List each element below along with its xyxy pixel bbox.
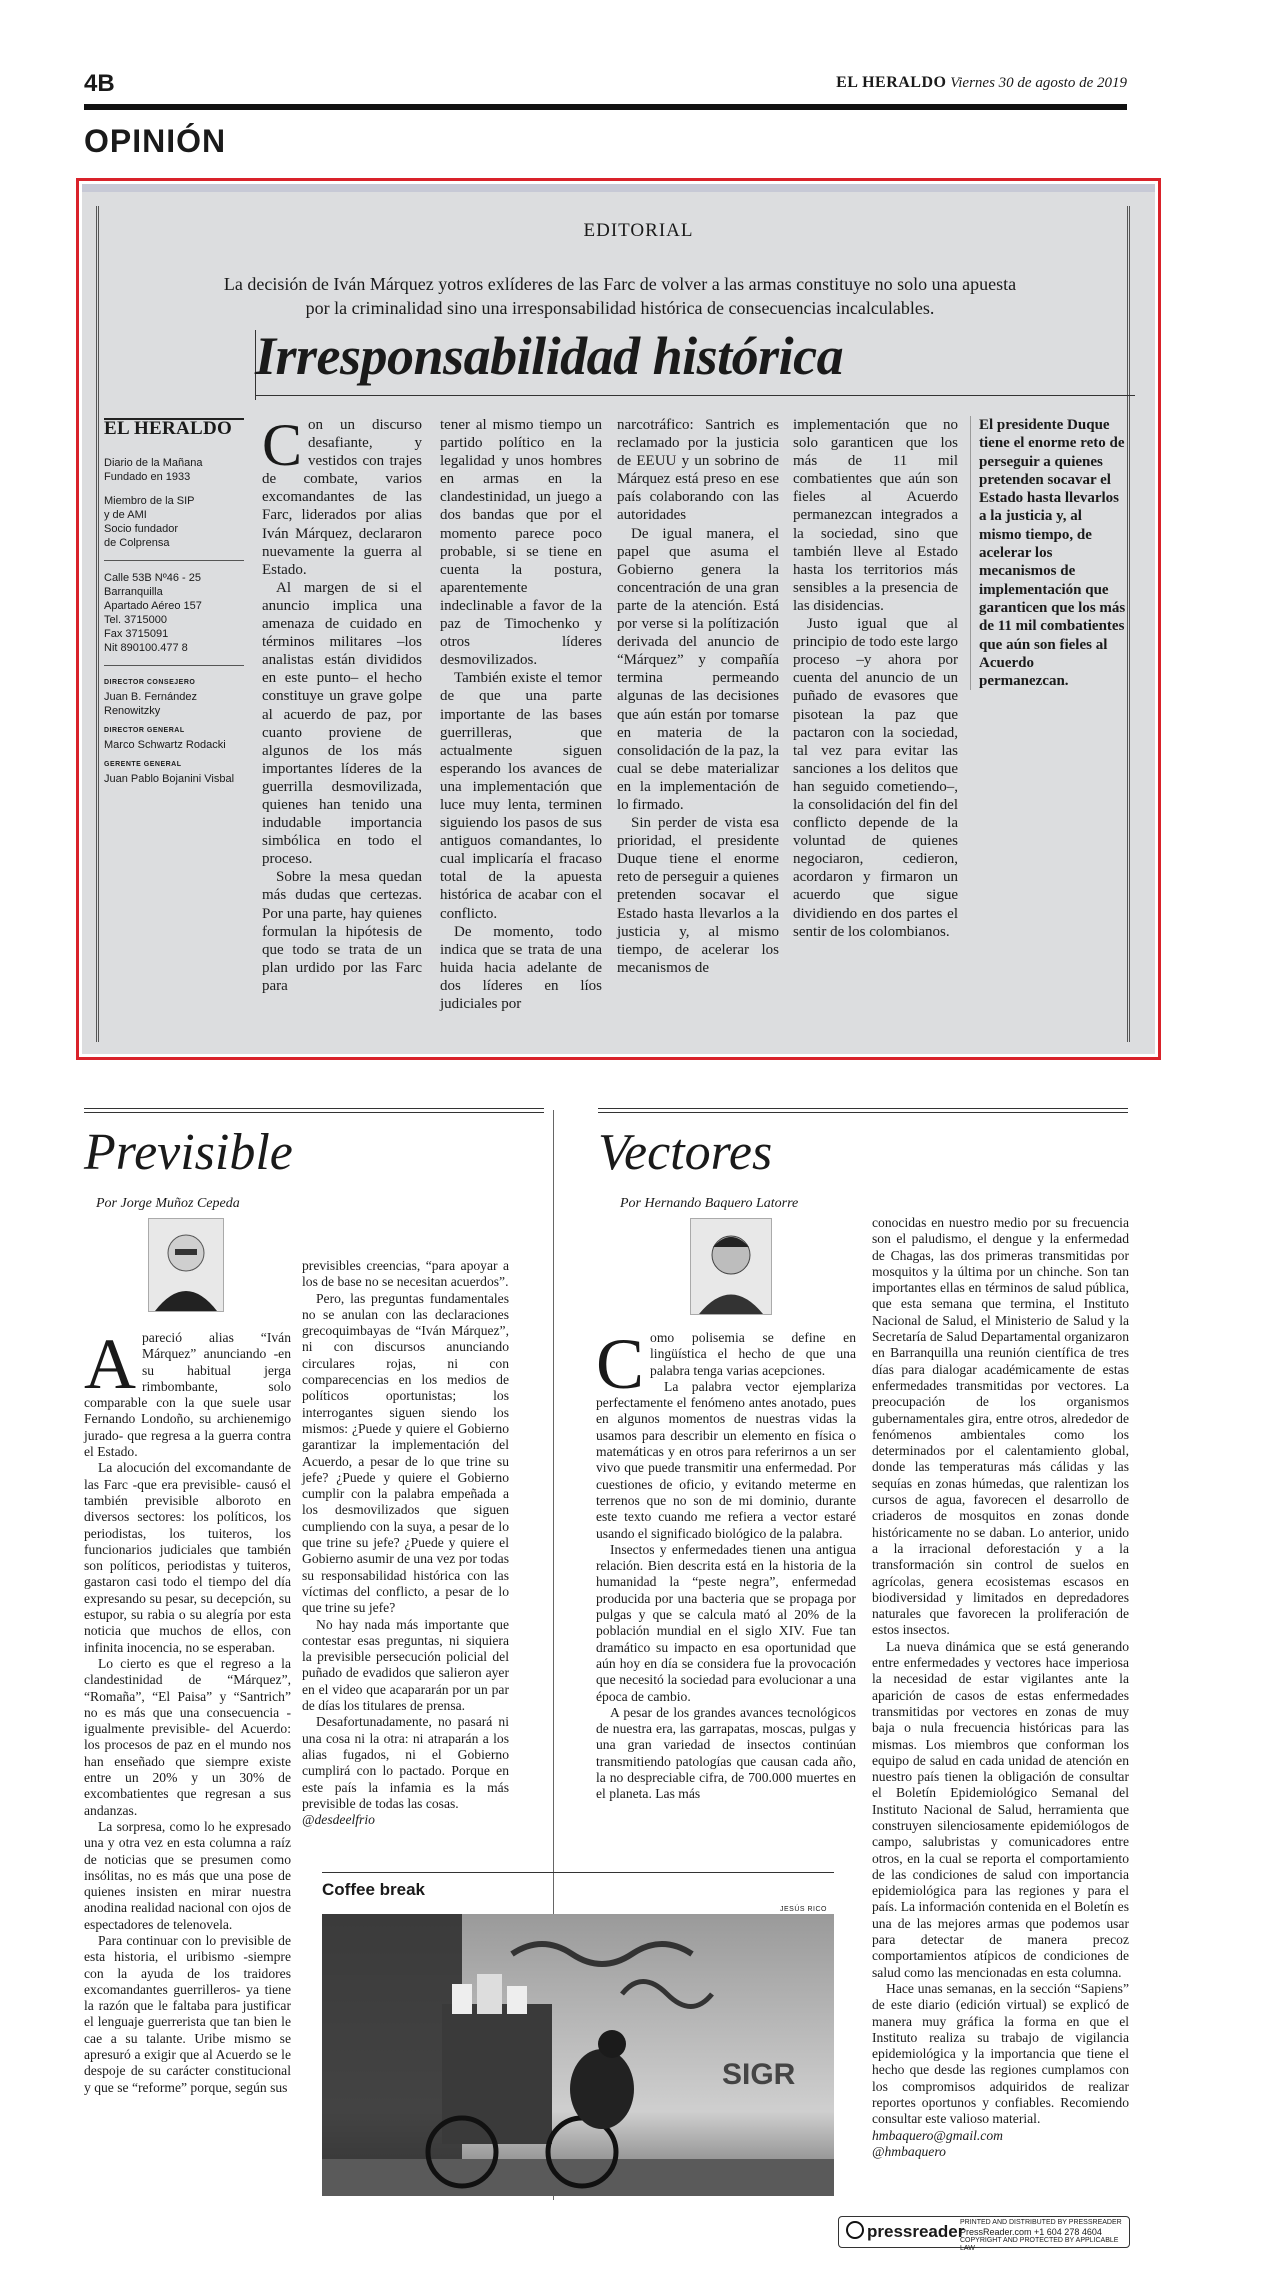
street-vendor-photo-icon <box>322 1914 834 2196</box>
el-heraldo-logo: EL HERALDO <box>104 418 244 436</box>
editorial-credits <box>104 418 244 786</box>
pressreader-line: PRINTED AND DISTRIBUTED BY PRESSREADER <box>960 2219 1122 2226</box>
credit-line: Fundado en 1933 <box>104 471 191 483</box>
paragraph: narcotráfico: Santrich es reclamado por la justicia de EEUU y un sobrino de Márquez está preso en ese país colaborando con las autoridades <box>617 417 779 524</box>
credit-line: Diario de la Mañana <box>104 457 203 469</box>
paragraph: Sin perder de vista esa prioridad, el presidente Duque tiene el enorme reto de perseguir a quienes pretenden socavar el Estado hasta llevarlos a la justicia y, al mismo tiempo, de acelerar los mecanismos de <box>617 815 779 976</box>
paragraph: De igual manera, el papel que asuma el Gobierno genera la concentración de una gran parte de la atención. Está por verse si la polítización derivada del anuncio de “Márquez” y compañía termina permeando algunas de las decisiones que aún están por tomarse en materia de la consolidación de la paz, la cual se debe materializar en la implementación de lo firmado. <box>617 525 779 813</box>
coffee-break-photo <box>322 1914 834 2196</box>
staff-name: Juan B. Fernández Renowitzky <box>104 691 197 717</box>
column-title-vectores: Vectores <box>598 1124 773 1181</box>
paragraph: Sobre la mesa quedan más dudas que certezas. Por una parte, hay quienes formulan la hipótesis de que todo se trata de un plan urdido por las Farc para <box>262 869 422 994</box>
paragraph: Desafortunadamente, no pasará ni una cosa ni la otra: ni atraparán a los alias fugados, ni el Gobierno cumplirá con lo pactado. Porque en este país la infamia es la más previsible de todas las cosas. <box>302 1714 509 1811</box>
address-line: Barranquilla <box>104 586 163 598</box>
paragraph: Lo cierto es que el regreso a la clandestinidad de “Márquez”, “Romaña”, “El Paisa” y “Santrich” no es más que una consecuencia -igualmente previsible- del Acuerdo: los procesos de paz en el mundo nos han enseñado que siempre existe entre un 20% y un 30% de excombatientes que regresan a sus andanzas. <box>84 1655 291 1818</box>
paragraph: conocidas en nuestro medio por su frecuencia son el paludismo, el dengue y la enfermedad de Chagas, las dos primeras transmitidas por mosquitos y la última por un chinche. Son tan importantes ellas en términos de salud pública, que esta semana que termina, el Instituto Nacional de Salud, el Ministerio de Salud y la Secretaría de Salud Departamental organizaron en Barranquilla una reunión científica de tres días para dialogar académicamente de estas enfermedades transmitidas por vectores. La preocupación de los organismos gubernamentales gira, entre otros, alrededor de fenómenos ambientales como los determinados por el calentamiento global, donde las temperaturas más cálidas y las sequías en zonas húmedas, que ralentizan los cursos de agua, favorecen el desarrollo de criaderos de mosquitos en zonas donde históricamente no se daban. Lo anterior, unido a la irracional deforestación y a la transformación sin control de suelos en agrícolas, genera ecosistemas escasos en biodiversidad y limitados en depredadores naturales que favorecen la proliferación de estos insectos. <box>872 1215 1129 1638</box>
paragraph: A pesar de los grandes avances tecnológicos de nuestra era, las garrapatas, moscas, pulgas y una gran variedad de insectos continúan transmitiendo patologías que causan cada año, la no despreciable cifra, de 700.000 muertes en el planeta. Las más <box>596 1704 856 1802</box>
paragraph: Hace unas semanas, en la sección “Sapiens” de este diario (edición virtual) se explicó de manera muy gráfica la forma en que el Instituto realiza su trabajo de vigilancia epidemiológica y la importancia que tiene el hecho que desde las regiones cumplamos con los compromisos adquiridos de realizar reportes oportunos y confiables. Recomiendo consultar este valioso material. <box>872 1980 1129 2127</box>
coffee-break-label: Coffee break <box>322 1880 425 1899</box>
paragraph: La alocución del excomandante de las Farc -que era previsible- causó el también previsible alboroto en diversos sectores: los políticos, los periodistas, los tuiteros, los funcionarios judiciales que también son políticos, periodistas y tuiteros, gastaron casi todo el tiempo del día expresando su pesar, su decepción, su estupor, su rabia o su alegría por esta noticia que muchos de ellos, con infinita inocencia, no se esperaban. <box>84 1460 291 1655</box>
paragraph: implementación que no solo garanticen que los más de 11 mil combatientes que aún son fieles al Acuerdo permanezcan integrados a la sociedad, sino que también lleve al Estado hasta los territorios más sensibles a la presencia de las disidencias. <box>793 417 958 614</box>
author-email[interactable]: hmbaquero@gmail.com <box>872 2127 1003 2143</box>
pressreader-info <box>960 2219 1125 2253</box>
column-title-previsible: Previsible <box>84 1124 293 1181</box>
byline: Por Hernando Baquero Latorre <box>620 1196 799 1211</box>
credit-line: Miembro de la SIP <box>104 495 195 507</box>
editorial-kicker: EDITORIAL <box>583 220 694 241</box>
vectores-column-2 <box>872 1215 1129 2160</box>
credit-line: de Colprensa <box>104 537 170 549</box>
address-line: Nit 890100.477 8 <box>104 642 188 654</box>
pressreader-line: PressReader.com +1 604 278 4604 <box>960 2227 1102 2237</box>
paper-name: EL HERALDO <box>836 74 947 91</box>
top-rule <box>84 104 1127 110</box>
author-photo <box>148 1218 224 1312</box>
editorial-column-1 <box>262 412 422 995</box>
staff-role: GERENTE GENERAL <box>104 761 182 768</box>
column-rule <box>84 1112 544 1113</box>
previsible-column-1 <box>84 1324 291 2096</box>
address-line: Calle 53B Nº46 - 25 <box>104 572 201 584</box>
editorial-column-4 <box>793 416 958 941</box>
issue-date: Viernes 30 de agosto de 2019 <box>950 75 1127 91</box>
pressreader-icon <box>846 2221 864 2239</box>
section-title: OPINIÓN <box>84 123 227 159</box>
paragraph: Insectos y enfermedades tienen una antigua relación. Bien descrita está en la historia de la humanidad la “peste negra”, enfermedad producida por una bacteria que se propaga por pulgas y que se calcula mató al 20% de la población mundial en el siglo XIV. Fue tan dramático su impacto en esa oportunidad que aún hoy en día se considera fue la provocación que necesitó la sociedad para evolucionar a una época de cambio. <box>596 1541 856 1704</box>
staff-role: DIRECTOR GENERAL <box>104 727 185 734</box>
paragraph: omo polisemia se define en lingüística el hecho de que una palabra tenga varias acepciones. <box>650 1330 856 1378</box>
editorial-column-3 <box>617 416 779 977</box>
paragraph: De momento, todo indica que se trata de una huida hacia adelante de dos líderes en líos judiciales por <box>440 923 602 1012</box>
paragraph: Justo igual que al principio de todo este largo proceso –y ahora por cuenta del anuncio de un puñado de evasores que pisotean la paz que pactaron con la sociedad, tal vez para evitar las sanciones a los delitos que han seguido cometiendo–, la consolidación del fin del conflicto depende de la voluntad de quienes negociaron, cedieron, acordaron y firmaron un acuerdo que sigue dividiendo en dos partes el sentir de los colombianos. <box>793 616 958 940</box>
editorial-column-2 <box>440 416 602 1013</box>
address-line: Fax 3715091 <box>104 628 169 640</box>
staff-role: DIRECTOR CONSEJERO <box>104 679 196 686</box>
editorial-deck: La decisión de Iván Márquez yotros exlíderes de las Farc de volver a las armas constituye no solo una apuesta por la criminalidad sino una irresponsabilidad histórica de consecuencias incalculables. <box>223 274 1017 318</box>
coffee-rule <box>322 1872 834 1873</box>
credit-line: y de AMI <box>104 509 147 521</box>
paragraph: Al margen de si el anuncio implica una amenaza de cuidado en términos militares –los analistas están divididos en este punto– el hecho constituye un grave golpe al acuerdo de paz, por cuanto proviene de algunos de los más importantes líderes de la guerrilla desmovilizada, quienes han tenido una indudable importancia simbólica en todo el proceso. <box>262 579 422 868</box>
paragraph: previsibles creencias, “para apoyar a los de base no se necesitan acuerdos”. <box>302 1258 509 1290</box>
paragraph: Para continuar con lo previsible de esta historia, el uribismo -siempre con la ayuda de los traidores excomandantes guerrilleros- ya tiene la razón que le faltaba para justificar el lenguaje guerrerista que tan bien le cae a su talante. Uribe mismo se apresuró a exigir que al Acuerdo se le despoje de su carácter constitucional y que se “reforme” porque, según sus <box>84 1932 291 2095</box>
paragraph: tener al mismo tiempo un partido político en la legalidad y unos hombres en armas en la clandestinidad, un juego a dos bandas que por el momento parece poco probable, si se tiene en cuenta la postura, aparentemente indeclinable a favor de la paz de Timochenko y otros líderes desmovilizados. <box>440 417 602 669</box>
address-line: Apartado Aéreo 157 <box>104 600 202 612</box>
svg-text:SIGR: SIGR <box>722 2058 796 2091</box>
address-line: Tel. 3715000 <box>104 614 167 626</box>
paragraph: pareció alias “Iván Márquez” anunciando -en su habitual jerga rimbombante, solo comparable con la que suele usar Fernando Londoño, su archienemigo jurado- que regresa a la guerra contra el Estado. <box>84 1330 291 1460</box>
pressreader-wordmark: pressreader <box>867 2222 965 2241</box>
previsible-column-2 <box>302 1258 509 1828</box>
author-portrait-icon <box>149 1219 223 1311</box>
drop-cap: C <box>596 1324 645 1404</box>
paragraph: on un discurso desafiante, y vestidos con trajes de combate, varios excomandantes de las Farc, liderados por alias Iván Márquez, declararon nuevamente la guerra al Estado. <box>262 417 422 578</box>
column-rule <box>84 1108 544 1109</box>
pressreader-logo <box>846 2221 964 2242</box>
title-rule <box>255 395 1135 396</box>
paragraph: Pero, las preguntas fundamentales no se anulan con las declaraciones grecoquimbayas de “Iván Márquez”, ni con discursos anunciando circulares rojas, ni con comparecencias en los medios de políticos oportunistas; los interrogantes siguen siendo los mismos: ¿Puede y quiere el Gobierno garantizar la implementación del Acuerdo, a pesar de lo que trine su jefe? ¿Puede y quiere el Gobierno cumplir con la palabra empeñada a los desmovilizados que siguen cumpliendo con la suya, a pesar de lo que trine su jefe? ¿Puede y quiere el Gobierno asumir de una vez por todas su responsabilidad histórica con las víctimas del conflicto, a pesar de lo que trine su jefe? <box>302 1290 509 1616</box>
column-rule <box>598 1112 1128 1113</box>
drop-cap: A <box>84 1324 136 1404</box>
pressreader-line: COPYRIGHT AND PROTECTED BY APPLICABLE LAW <box>960 2237 1119 2252</box>
masthead <box>836 74 1127 92</box>
vectores-column-1 <box>596 1324 856 1803</box>
author-handle[interactable]: @desdeelfrio <box>302 1812 375 1828</box>
page-number: 4B <box>84 70 115 97</box>
paragraph: No hay nada más importante que contestar esas preguntas, ni siquiera la previsible persecución policial del puñado de evadidos que salieron ayer en el video que acapararán por un par de días los titulares de prensa. <box>302 1616 509 1714</box>
credit-divider <box>104 560 244 561</box>
paragraph: La sorpresa, como lo he expresado una y otra vez en esta columna a raíz de noticias que se presumen como insólitas, no es más que una pose de quienes insisten en mirar nuestra anodina realidad nacional con ojos de espectadores de telenovela. <box>84 1818 291 1932</box>
credit-divider <box>104 665 244 666</box>
paragraph: La nueva dinámica que se está generando entre enfermedades y vectores hace imperiosa la necesidad de estar vigilantes ante la aparición de casos de estas enfermedades transmitidas por vectores en zonas de muy baja o nula frecuencia históricas para las mismas. Los miembros que conforman los equipo de salud en cada unidad de atención en nuestro país tienen la obligación de consultar el Boletín Epidemiológico Semanal del Instituto Nacional de Salud, herramienta que construyen silenciosamente epidemiólogos de campo, salubristas y comunicadores entre otros, en la cual se reporta el comportamiento de las condiciones de salud con importancia epidemiológica para las regiones y para el país. La información contenida en el Boletín es una de las mejores armas que podemos usar para detectar de manera precoz comportamientos atípicos de condiciones de salud como las mencionadas en esta columna. <box>872 1638 1129 1980</box>
drop-cap: C <box>262 412 303 478</box>
column-rule <box>598 1108 1128 1109</box>
author-handle[interactable]: @hmbaquero <box>872 2143 946 2159</box>
paragraph: La palabra vector ejemplariza perfectamente el fenómeno antes anotado, pues en algunos momentos de nuestras vidas la usamos para describir un elemento en física o matemáticas y en otros para referirnos a un ser vivo que puede transmitir una enfermedad. Por cuestiones de oficio, y evitando meterme en terrenos que no son de mi dominio, durante este texto cuando me refiera a vector estaré usando el significado biológico de la palabra. <box>596 1378 856 1541</box>
staff-name: Marco Schwartz Rodacki <box>104 739 226 751</box>
author-portrait-icon <box>691 1219 771 1314</box>
editorial-headline: Irresponsabilidad histórica <box>255 326 844 386</box>
staff-name: Juan Pablo Bojanini Visbal <box>104 773 235 785</box>
author-photo <box>690 1218 772 1315</box>
pull-quote: El presidente Duque tiene el enorme reto de perseguir a quienes pretenden socavar el Estado hasta llevarlos a la justicia y, al mismo tiempo, de acelerar los mecanismos de implementación que garanticen que los más de 11 mil combatientes que aún son fieles al Acuerdo permanezcan. <box>970 416 1127 690</box>
paragraph: También existe el temor de que una parte importante de las bases guerrilleras, que actualmente siguen esperando los avances de una implementación que luce muy lenta, terminen siguiendo los pasos de sus antiguos comandantes, lo cual implicaría el fracaso total de la apuesta histórica de acabar con el conflicto. <box>440 670 602 922</box>
credit-line: Socio fundador <box>104 523 178 535</box>
photo-credit: JESÚS RICO <box>780 1906 828 1913</box>
byline: Por Jorge Muñoz Cepeda <box>96 1196 240 1211</box>
